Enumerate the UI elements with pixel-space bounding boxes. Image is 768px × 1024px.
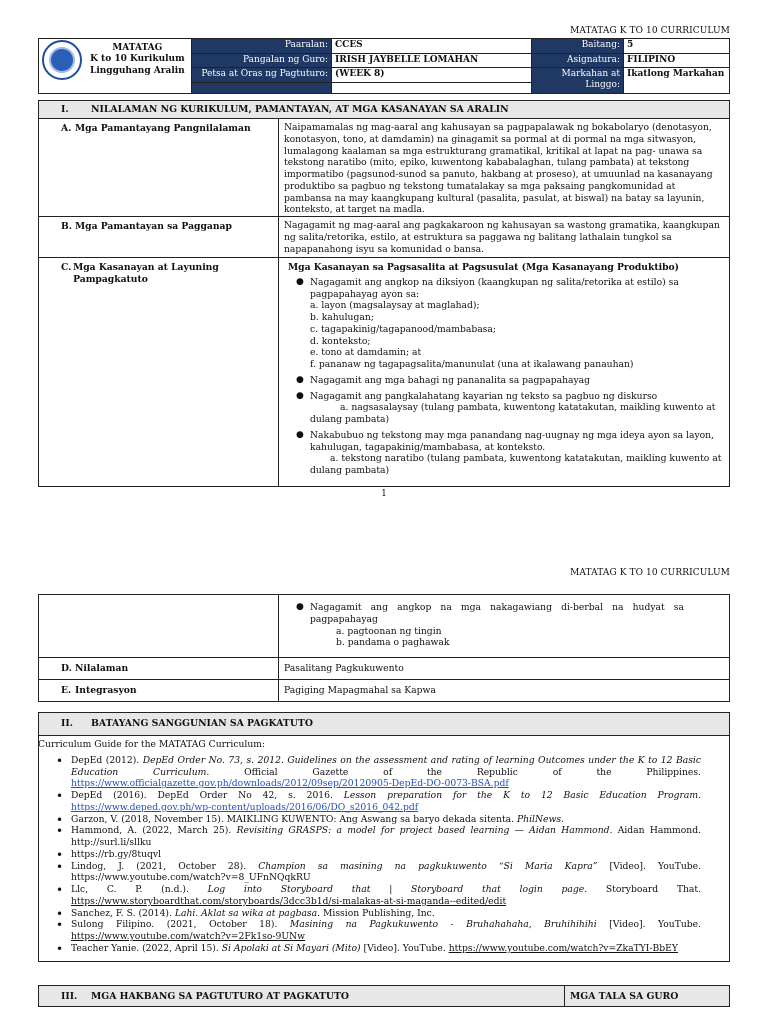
list-item: • Garzon, V. (2018, November 15). MAIKLING KUWENTO: Ang Aswang sa baryo dekada sitenta. PhilNews. [39, 814, 729, 826]
row-pamantayang-pangnilalaman: A. Mga Pamantayang Pangnilalaman Naipamamalas ng mag-aaral ang kahusayan sa pagpapalawak ng bokabolaryo (denotasyon, konotasyon, tono, at damdamin) na ginagamit sa pormal at di pormal na mga sitwasyon, lumalagong kaalaman sa mga estrukturang gramatikal, kritikal at lapat na pag- unawa sa tekstong naratibo (mito, epiko, kuwentong kababalaghan, tulang pambata) at tekstong impormatibo (pagsunod-sunod sa panuto, hakbang at proseso), at umuunlad na kasanayang produktibo sa pagbuo ng tekstong tumatalakay sa mga paksaing pangkomunidad at pambansa na may kaangkupang kultural (pasalita, pasulat, at biswal) na batay sa layunin, konteksto, at target na madla. [39, 119, 729, 217]
lesson-header-table [38, 38, 730, 94]
list-item: ● Nagagamit ang mga bahagi ng pananalita sa pagpapahayag [284, 375, 724, 387]
row-nilalaman: D. Nilalaman Pasalitang Pagkukuwento [39, 658, 729, 680]
list-item: • Llc, C. P. (n.d.). Log into Storyboard that | Storyboard that login page. Storyboard That. https://www.storyboardthat.com/storyboards/3dcc3b1d/si-malakas-at-si-maganda--edited/edit [39, 884, 729, 908]
reference-link[interactable]: https://www.deped.gov.ph/wp-content/uploads/2016/06/DO_s2016_042.pdf [71, 801, 419, 813]
integrasyon-text: Pagiging Mapagmahal sa Kapwa [284, 685, 436, 696]
list-item: • Sulong Filipino. (2021, October 18). Masining na Pagkukuwento - Bruhahahaha, Bruhihihihi [Video]. YouTube. https://www.youtube.com/watch?v=2Fk1so-9UNw [39, 919, 729, 943]
curriculum-label: MATATAG K TO 10 CURRICULUM [570, 26, 730, 36]
pamantayang-pangnilalaman-text: Naipamamalas ng mag-aaral ang kahusayan sa pagpapalawak ng bokabolaryo (denotasyon, konotasyon, tono, at damdamin) na ginagamit sa pormal at di pormal na mga sitwasyon, lumalagong kaalaman sa mga estrukturang gramatikal, kritikal at lapat na pag- unawa sa tekstong naratibo (mito, epiko, kuwentong kababalaghan, tulang pambata) at tekstong impormatibo (pagsunod-sunod sa panuto, hakbang at proseso), at umuunlad na kasanayang produktibo sa pagbuo ng tekstong tumatalakay sa mga paksaing pangkomunidad at pambansa na may kaangkupang kultural (pasalita, pasulat, at biswal) na batay sa layunin, konteksto, at target na madla. [284, 122, 713, 216]
kasanayan-heading: Mga Kasanayan sa Pagsasalita at Pagsusulat (Mga Kasanayang Produktibo) [288, 262, 679, 273]
reference-link[interactable]: https://www.storyboardthat.com/storyboards/3dcc3b1d/si-malakas-at-si-maganda--edited/edit [71, 895, 507, 907]
nilalaman-text: Pasalitang Pagkukuwento [284, 663, 404, 674]
petsa-label: Petsa at Oras ng Pagtuturo: [192, 68, 332, 83]
pamantayan-sa-pagganap-text: Nagagamit ng mag-aaral ang pagkakaroon ng kahusayan sa wastong gramatika, kaangkupan ng salita/retorika, estilo, at estruktura sa paggawa ng balitang lathalain tungkol sa napapanahong isyu sa komunidad o bansa. [284, 220, 720, 255]
paaralan-label: Paaralan: [192, 39, 332, 54]
reference-link[interactable]: https://www.youtube.com/watch?v=2Fk1so-9UNw [71, 931, 305, 943]
list-item: ● Nagagamit ang pangkalahatang kayarian ng teksto sa pagbuo ng diskurso a. nagsasalaysay (tulang pambata, kuwentong katatakutan, maikling kuwento at dulang pambata) [284, 391, 724, 426]
section-2-box [38, 712, 730, 736]
row-integrasyon: E. Integrasyon Pagiging Mapagmahal sa Kapwa [39, 680, 729, 701]
list-item: • Lindog, J. (2021, October 28). Champion sa masining na pagkukuwento “Si Maria Kapra” [Video]. YouTube. https://www.youtube.com/watch?v=8_UFnNQqkRU [39, 861, 729, 885]
asignatura-value: FILIPINO [624, 53, 730, 68]
row-kasanayan-continued [39, 595, 729, 658]
markahan-value: Ikatlong Markahan [624, 68, 730, 94]
references-intro: Curriculum Guide for the MATATAG Curriculum: [38, 739, 266, 750]
baitang-value: 5 [624, 39, 730, 54]
references-panel [38, 735, 730, 962]
row-pamantayan-sa-pagganap: B. Mga Pamantayan sa Pagganap Nagagamit ng mag-aaral ang pagkakaroon ng kahusayan sa wastong gramatika, kaangkupan ng salita/retorika, estilo, at estruktura sa paggawa ng balitang lathalain tungkol sa napapanahong isyu sa komunidad o bansa. [39, 217, 729, 258]
reference-link[interactable]: https://www.youtube.com/watch?v=ZkaTYI-BbEY [448, 943, 678, 955]
list-item: • Sanchez, F. S. (2014). Lahi. Aklat sa wika at pagbasa. Mission Publishing, Inc. [39, 908, 729, 920]
petsa-value: (WEEK 8) [332, 68, 532, 83]
brand-block: MATATAG K to 10 Kurikulum Lingguhang Aralin [90, 43, 185, 76]
baitang-label: Baitang: [532, 39, 624, 54]
list-item: • https://rb.gy/8tuqvl [39, 849, 729, 861]
section-1-header: I. NILALAMAN NG KURIKULUM, PAMANTAYAN, AT MGA KASANAYAN SA ARALIN [39, 101, 729, 119]
list-item: • DepEd (2016). DepEd Order No 42, s. 2016. Lesson preparation for the K to 12 Basic Education Program. https://www.deped.gov.ph/wp-content/uploads/2016/06/DO_s2016_042.pdf [39, 790, 729, 814]
curriculum-label-page2: MATATAG K TO 10 CURRICULUM [570, 568, 730, 578]
section-1-box [38, 100, 730, 487]
reference-link[interactable]: https://www.officialgazette.gov.ph/downloads/2012/09sep/20120905-DepEd-DO-0073-BSA.pdf [71, 778, 509, 790]
teacher-notes-header: MGA TALA SA GURO [570, 991, 679, 1002]
list-item: • Teacher Yanie. (2022, April 15). Si Apolaki at Si Mayari (Mito) [Video]. YouTube. https://www.youtube.com/watch?v=ZkaTYI-BbEY [39, 943, 729, 955]
list-item: • Hammond, A. (2022, March 25). Revisiting GRASPS: a model for project based learning — Aidan Hammond. Aidan Hammond. http://surl.li/sllku [39, 825, 729, 849]
paaralan-value: CCES [332, 39, 532, 54]
row-kasanayan: C. Mga Kasanayan at Layuning Pampagkatuto Mga Kasanayan sa Pagsasalita at Pagsusulat (Mga Kasanayang Produktibo) ● Nagagamit ang angkop na diksiyon (kaangkupan ng salita/retorika at estilo) sa pagpapahayag ayon sa: a. layon (magsalaysay at maglahad); b. kahulugan; c. tagapakinig/tagapanood/mambabasa; d. konteksto; e. tono at damdamin; at f. pananaw ng tagapagsalita/manunulat (una at ikalawang panauhan) ● Nagagamit ang mga bahagi ng pananalita sa pagpapahayag ● Nagagamit ang pangkalahatang kayarian ng teksto sa pagbuo ng diskurso a. nagsasalaysay (tulang pambata, kuwentong katatakutan, maikling kuwento at dulang pambata) ● Nakabubuo ng tekstong may mga panandang nag-uugnay ng mga ideya ayon sa layon, kahulugan, tagapakinig/mambabasa, at konteksto. a. tekstong naratibo (tulang pambata, kuwentong katatakutan, maikling kuwento at dulang pambata) [39, 258, 729, 486]
references-list [39, 755, 729, 955]
header-brand-cell [39, 39, 192, 94]
guro-value: IRISH JAYBELLE LOMAHAN [332, 53, 532, 68]
markahan-label: Markahan at Linggo: [532, 68, 624, 94]
list-item: ● Nagagamit ang angkop na diksiyon (kaangkupan ng salita/retorika at estilo) sa pagpapahayag ayon sa: a. layon (magsalaysay at maglahad); b. kahulugan; c. tagapakinig/tagapanood/mambabasa; d. konteksto; e. tono at damdamin; at f. pananaw ng tagapagsalita/manunulat (una at ikalawang panauhan) [284, 277, 724, 371]
section-2-header: II. BATAYANG SANGGUNIAN SA PAGKATUTO [39, 713, 729, 736]
section-1-continued-box [38, 594, 730, 702]
list-item: • DepEd (2012). DepEd Order No. 73, s. 2012. Guidelines on the assessment and rating of learning Outcomes under the K to 12 Basic Education Curriculum. Official Gazette of the Republic of the Philippines. https://www.officialgazette.gov.ph/downloads/2012/09sep/20120905-DepEd-DO-0073-BSA.pdf [39, 755, 729, 790]
list-item: ● Nakabubuo ng tekstong may mga panandang nag-uugnay ng mga ideya ayon sa layon, kahulugan, tagapakinig/mambabasa, at konteksto. a. tekstong naratibo (tulang pambata, kuwentong katatakutan, maikling kuwento at dulang pambata) [284, 430, 724, 477]
list-item: ● Nagagamit ang angkop na mga nakagawiang di-berbal na hudyat sa pagpapahayag a. pagtoonan ng tingin b. pandama o paghawak [284, 602, 724, 649]
page-number: 1 [381, 489, 387, 499]
kasanayan-content [279, 258, 729, 486]
asignatura-label: Asignatura: [532, 53, 624, 68]
section-3-header: III. MGA HAKBANG SA PAGTUTURO AT PAGKATUTO MGA TALA SA GURO [38, 985, 730, 1007]
kasanayan-list [284, 277, 724, 477]
guro-label: Pangalan ng Guro: [192, 53, 332, 68]
deped-seal-icon [42, 40, 82, 80]
